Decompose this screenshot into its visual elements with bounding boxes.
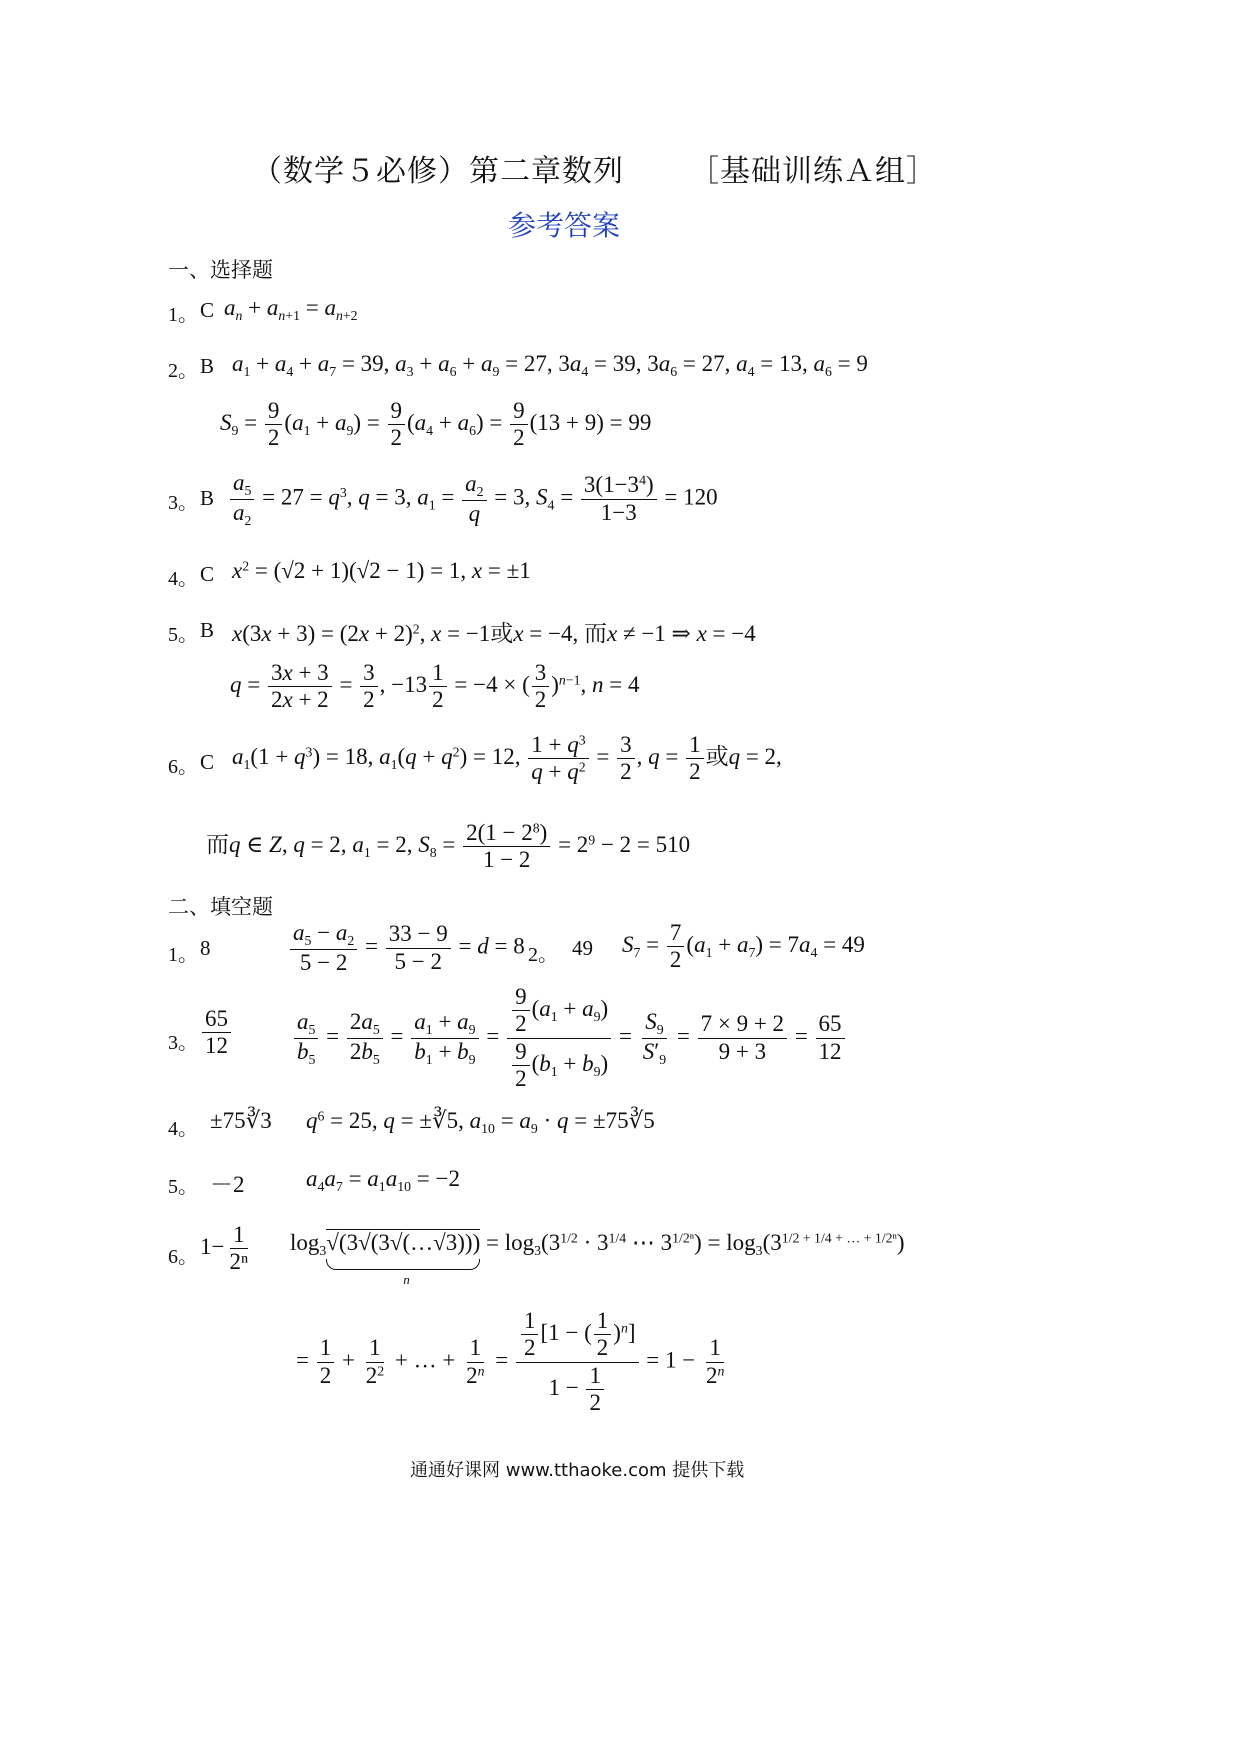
- title-tag: ［基础训练Ａ组］: [689, 155, 937, 188]
- choice-5-number: 5。: [168, 624, 198, 646]
- fill-4-solution: $q^6 = 25$, q = ±∛5, $a_{10} = a_9 \cdot q$ = ±75∛5: [306, 1108, 655, 1136]
- choice-4-solution: $x^2 = (√2 + 1)(√2 - 1) = 1$, x = ±1: [232, 558, 531, 583]
- title-text: （数学５必修）第二章数列: [252, 155, 624, 188]
- choice-5-solution-line2: q = $\frac{3x + 3}{2x + 2}$ = $\frac{3}{2}$ , −13 $\frac{1}{2}$ = −4 × ( $\frac{3}{2}$ )$^{n-1}$, n = 4: [230, 660, 640, 713]
- choice-1-answer: C: [200, 298, 215, 322]
- choice-6-solution-line2: 而q ∈ Z, q = 2, $a_1 = 2$, $S_8$ = $\frac{2(1 - 2^8)}{1 - 2}$ = $2^9 - 2 = 510$: [206, 820, 691, 873]
- footer-note: 通通好课网 www.tthaoke.com 提供下载: [410, 1460, 745, 1481]
- fill-5-answer: －2: [210, 1172, 245, 1197]
- choice-1-solution: $a_n + a_{n+1} = a_{n+2}$: [224, 295, 358, 323]
- fill-2-solution: $S_7$ = $\frac{7}{2}$ $(a_1 + a_7) = 7a_4 = 49$: [622, 920, 865, 973]
- fill-3-number: 3。: [168, 1032, 198, 1054]
- fill-6-number: 6。: [168, 1246, 198, 1268]
- fill-1-solution: $\frac{a_5 - a_2}{5 - 2}$ = $\frac{33 - 9}{5 - 2}$ = d = 8: [288, 920, 525, 976]
- section-choice-title: 一、选择题: [168, 258, 273, 282]
- choice-6-number: 6。: [168, 756, 198, 778]
- choice-2-solution-line2: $S_9$ = $\frac{9}{2}$ $(a_1 + a_9)$ = $\frac{9}{2}$ $(a_4 + a_6)$ = $\frac{9}{2}$ (13 + 9) = 99: [220, 398, 652, 451]
- fill-6-solution-line1: $\log_3√(3√(3√(\dots√3)))$ n = $\log_3(3^{1/2} \cdot 3^{1/4}$ ⋯ $3^{1/2^n}) = \log_3(3^{1/2 + 1/4 + \dots + 1/2^n})$: [290, 1230, 905, 1287]
- fill-6-solution-line2: = $\frac{1}{2}$ + $\frac{1}{2^2}$ + … + $\frac{1}{2^n}$ = $\frac{1}{2}$ [1 − ( $\frac{1}{2}$ )$^n$] 1 − $\frac{1}{2}$ = 1 − $\frac{1}{2^n}$: [296, 1308, 725, 1416]
- page-subtitle: 参考答案: [508, 211, 621, 242]
- fill-6-answer: [200, 1222, 253, 1276]
- choice-3-solution: $\frac{a_5}{a_2}$ = $27 = q^3$, q = 3, $a_1$ = $\frac{a_2}{q}$ = 3, $S_4$ = $\frac{3(1-3^4)}{1-3}$ = 120: [228, 470, 718, 528]
- choice-2-answer: B: [200, 354, 215, 378]
- fill-1-number: 1。: [168, 944, 198, 966]
- fill-1-answer: 8: [200, 936, 211, 960]
- fill-5-number: 5。: [168, 1176, 198, 1198]
- fill-3-answer: [200, 1006, 233, 1060]
- choice-2-solution-line1: $a_1 + a_4 + a_7 = 39$, $a_3 + a_6 + a_9 = 27$, $3a_4 = 39$, $3a_6 = 27$, $a_4 = 13$, $a_6 = 9$: [232, 351, 868, 379]
- choice-3-number: 3。: [168, 492, 198, 514]
- fill-2-answer: 49: [572, 936, 593, 960]
- fill-6-answer-den: 2ⁿ: [229, 1249, 249, 1275]
- fill-4-answer: ±75∛3: [210, 1108, 272, 1133]
- choice-6-answer: C: [200, 750, 215, 774]
- choice-3-answer: B: [200, 486, 215, 510]
- fill-4-number: 4。: [168, 1118, 198, 1140]
- choice-1-number: 1。: [168, 304, 198, 326]
- choice-2-number: 2。: [168, 360, 198, 382]
- fill-3-answer-den: 12: [205, 1033, 228, 1059]
- choice-6-solution-line1: $a_1(1 + q^3) = 18$, $a_1(q + q^2) = 12$, $\frac{1 + q^3}{q + q^2}$ = $\frac{3}{2}$ , q = $\frac{1}{2}$ 或q = 2,: [232, 732, 782, 785]
- choice-5-solution-line1: $x(3x + 3) = (2x + 2)^2$, x = −1或x = −4, 而x ≠ −1 ⇒ x = −4: [232, 621, 756, 646]
- choice-4-number: 4。: [168, 568, 198, 590]
- fill-6-answer-prefix: 1−: [200, 1234, 225, 1260]
- choice-5-answer: B: [200, 618, 215, 642]
- fill-5-solution: $a_4a_7 = a_1a_{10} = -2$: [306, 1166, 460, 1194]
- fill-3-answer-num: 65: [202, 1006, 231, 1033]
- choice-4-answer: C: [200, 562, 215, 586]
- fill-6-answer-num: 1: [230, 1222, 248, 1249]
- fill-3-solution: $\frac{a_5}{b_5}$ = $\frac{2a_5}{2b_5}$ = $\frac{a_1 + a_9}{b_1 + b_9}$ = $\frac{9}{2}$ $(a_1 + a_9)$ $\frac{9}{2}$ $(b_1 + b_9)$ = $\frac{S_9}{S'_9}$ = $\frac{7 \times 9 + 2}{9 + 3}$ = $\frac{65}{12}$: [292, 984, 847, 1093]
- page-title: [252, 146, 937, 190]
- section-fill-title: 二、填空题: [168, 895, 273, 919]
- fill-2-number: 2。: [528, 944, 558, 966]
